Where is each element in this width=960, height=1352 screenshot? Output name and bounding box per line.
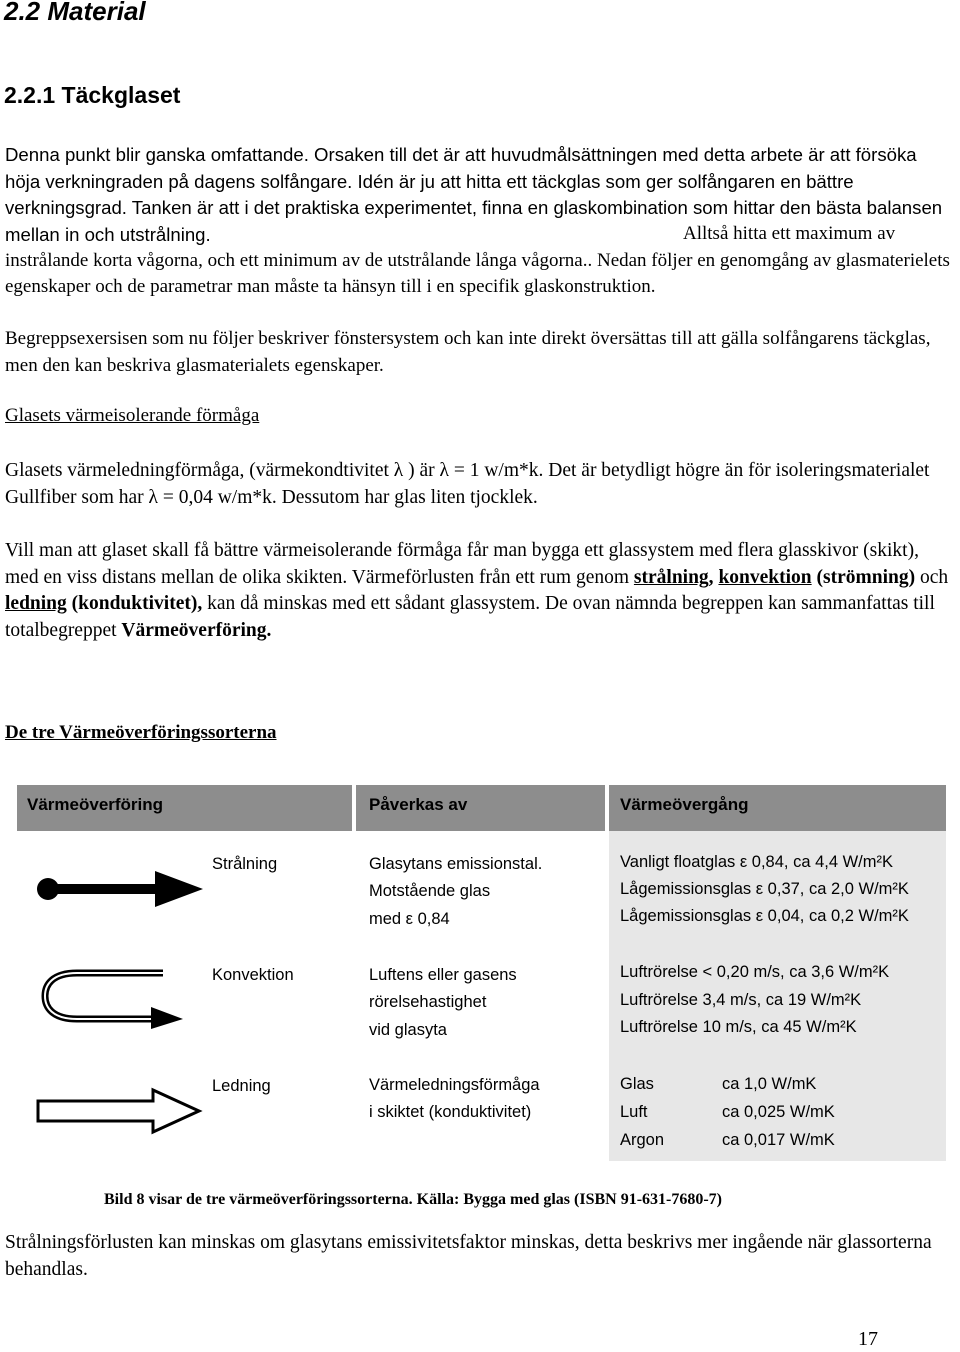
- material-value: ca 1,0 W/mK: [722, 1075, 817, 1093]
- solid-arrow-icon: [37, 871, 205, 907]
- header-divider: [605, 785, 609, 831]
- insulating-paragraph-2: Vill man att glaset skall få bättre värmeisolerande förmåga får man bygga ett glassystem med flera glasskivor (skikt), med en viss distans mellan de olika skikten. Värmeförlusten från ett rum genom strålning, konvektion (strömning) och ledning (konduktivitet), kan då minskas med ett sådant glassystem. De ovan nämnda begreppen kan sammanfattas till totalbegreppet Värmeöverföring.: [5, 540, 949, 641]
- factor-text: med ε 0,84: [369, 910, 450, 928]
- factor-text: Värmeledningsförmåga: [369, 1076, 540, 1094]
- page-number: 17: [858, 1328, 878, 1350]
- term-ledning: ledning: [5, 593, 67, 614]
- transfer-text: Lågemissionsglas ε 0,37, ca 2,0 W/m²K: [620, 880, 909, 898]
- header-cell: Påverkas av: [369, 795, 468, 814]
- type-label: Ledning: [212, 1077, 271, 1095]
- subsection-title: 2.2.1 Täckglaset: [4, 82, 181, 108]
- factor-text: i skiktet (konduktivitet): [369, 1103, 532, 1121]
- material-label: Argon: [620, 1131, 665, 1149]
- insulating-paragraph-1: Glasets värmeledningförmåga, (värmekondtivitet λ ) är λ = 1 w/m*k. Det är betydligt högre än för isoleringsmaterialet Gullfiber som har λ = 0,04 w/m*k. Dessutom har glas liten tjocklek.: [5, 460, 930, 508]
- type-label: Konvektion: [212, 966, 294, 984]
- factor-text: Motstående glas: [369, 882, 491, 900]
- intro-paragraph-serif: Alltså hitta ett maximum av instrålande korta vågorna, och ett minimum av de utstrålande långa vågorna.. Nedan följer en genomgång av glasmaterielets egenskaper och de parametrar man måste ta hänsyn till i en specifik glaskonstruktion.: [5, 223, 950, 297]
- section-title: 2.2 Material: [4, 0, 146, 26]
- transfer-text: Luftrörelse 10 m/s, ca 45 W/m²K: [620, 1018, 857, 1036]
- material-value: ca 0,017 W/mK: [722, 1131, 835, 1149]
- transfer-text: Lågemissionsglas ε 0,04, ca 0,2 W/m²K: [620, 907, 909, 925]
- hollow-arrow-icon: [35, 1087, 203, 1135]
- transfer-text: Luftrörelse < 0,20 m/s, ca 3,6 W/m²K: [620, 963, 890, 981]
- header-cell: Värmeövergång: [620, 795, 749, 814]
- term-varmeoverforing: Värmeöverföring.: [121, 619, 272, 641]
- transfer-text: Luftrörelse 3,4 m/s, ca 19 W/m²K: [620, 991, 862, 1009]
- heat-transfer-table: [17, 785, 946, 1165]
- heading-insulating: Glasets värmeisolerande förmåga: [5, 405, 260, 426]
- header-divider: [352, 785, 356, 831]
- heading-three-types: De tre Värmeöverföringssorterna: [5, 722, 277, 743]
- factor-text: vid glasyta: [369, 1021, 447, 1039]
- transfer-text: Vanligt floatglas ε 0,84, ca 4,4 W/m²K: [620, 853, 894, 871]
- header-cell: Värmeöverföring: [27, 795, 164, 814]
- figure-caption: Bild 8 visar de tre värmeöverföringssorterna. Källa: Bygga med glas (ISBN 91-631-7680-7): [104, 1191, 723, 1208]
- type-label: Strålning: [212, 855, 278, 873]
- material-label: Glas: [620, 1075, 654, 1093]
- factor-text: rörelsehastighet: [369, 993, 487, 1011]
- intro-paragraph-sans: Denna punkt blir ganska omfattande. Orsaken till det är att huvudmålsättningen med detta arbete är att försöka höja verkningraden på dagens solfångare. Idén är ju att hitta ett täckglas som ger solfångaren en bättre verkningsgrad. Tanken är att i det praktiska experimentet, finna en glaskombination som hittar den bästa balansen mellan in och utstrålning.: [5, 144, 943, 245]
- curved-arrow-icon: [37, 963, 187, 1029]
- material-label: Luft: [620, 1103, 648, 1121]
- material-value: ca 0,025 W/mK: [722, 1103, 835, 1121]
- term-stralning: strålning,: [633, 566, 714, 588]
- intro-paragraph-2: Begreppsexersisen som nu följer beskriver fönstersystem och kan inte direkt översättas till att gälla solfångarens täckglas, men den kan beskriva glasmaterialets egenskaper.: [5, 328, 931, 376]
- factor-text: Luftens eller gasens: [369, 966, 517, 984]
- factor-text: Glasytans emissionstal.: [369, 855, 543, 873]
- term-konvektion: konvektion: [718, 566, 812, 588]
- closing-paragraph: Strålningsförlusten kan minskas om glasytans emissivitetsfaktor minskas, detta beskrivs mer ingående när glassorterna behandlas.: [5, 1232, 932, 1280]
